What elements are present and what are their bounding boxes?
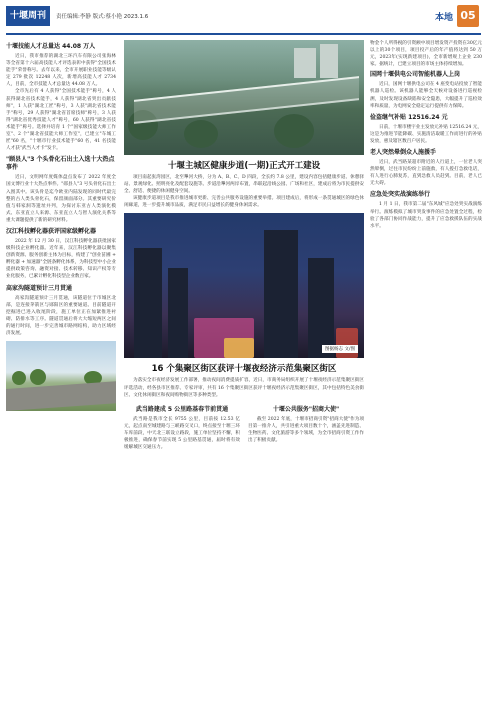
- article-ambassador: [248, 403, 364, 451]
- neon-light-shape: [336, 328, 358, 358]
- header-rule: [6, 33, 481, 35]
- editor-meta: 责任编辑:李静 版式:蔡小艳 2023.1.6: [56, 14, 149, 20]
- building-shape: [134, 248, 162, 358]
- article-body: 高家沟隧道预计三月贯通，该隧道位于市城区北部，是连接茅箭区与郧阳区的重要通道。目前隧道开挖掘进已进入收尾阶段，施工单位正在加紧推进衬砌、防排水等工序。隧道贯通后将大大缩短两区之间的通行时间，进一步完善城市路网结构，助力区域经济发展。: [6, 295, 116, 336]
- article-body: 近日，文明网年度媒体盘点发布了 2022 年度全国文博行业十大热点事件。"郧县人"3 号头骨化石出土入围其中。该头骨是迄今欧亚内陆发现的同时代最完整的古人类头骨化石，保留颜面部分。其重要研究价值与韩家洞等遗址并列，为探讨东亚古人类演化模式、东亚直立人来源、东亚直立人与智人演化关系等重大课题提供了新的研究材料。: [6, 175, 116, 223]
- left-column: [6, 40, 116, 697]
- article-title: 高家沟隧道预计三月贯通: [6, 284, 73, 292]
- article-body: 武当路是我市全长 9755 公里，目前按 12.53 亿元，起点南至城建路与三峡路交叉口，终点接至十堰三环车库前段，中天北三联设立路段，施工单位坚持不懈，积极推进，确保春节前实现 5 公里路基贯通，届时将有效缓解城区交通压力。: [124, 416, 240, 451]
- article-skills: [6, 43, 116, 152]
- article-body: 该健康步道项目是我市推进城市更新、完善公共服务设施的重要举措。项目建成后，将形成一条贯通城区的绿色休闲廊道，进一步提升城市品质，满足市民日益增长的健身休闲需求。: [124, 196, 364, 209]
- article-body: 近日，我市推荐的湖北三环汽车有限公司张海林等全省第十六届高技能人才评选表彰中获得"全国技术能手"荣誉称号。去年以来，全市开展职业技能等级认定 279 批次 12248 人次，新增高技能人才 2734 人，目前，全市技能人才总量达 44.08 万人。: [6, 54, 116, 88]
- building-shape: [168, 268, 188, 358]
- article-body: 为落实全市夜经济发展工作部署，推动夜间消费提质扩容，近日，市商务局组织开展了十堰夜经济示范集聚区街区评选活动，经各县市区推荐、专家评审，共有 16 个集聚区街区获评十堰夜经济示范集聚区街区，其中包括特色美食街区、文化休闲街区和夜间购物街区等多种类型。: [124, 378, 364, 398]
- article-body: 日前，十堰市楼宇业主发放元补贴 12516.24 元，这是为推进节能降碳、实施清洁取暖工作而进行的补贴发放，惠及辖区数百户居民。: [370, 124, 482, 144]
- article-drill: [370, 191, 482, 229]
- building-shape: [294, 48, 316, 78]
- article-title: 老人突然晕倒众人施援手: [370, 149, 437, 157]
- article-body: 全市先后有 4 人获得"全国技术能手"称号，4 人获得湖北省技术能手，4 人获得"湖北省突出贡献技师"，1 人获"湖北工匠"称号，3 人获"湖北省技术能手"称号，29 人获得"湖北省首席技师"称号，3 人获得"湖北省优秀技能人才"称号，60 人获得"湖北省技术能手"称号。选择并培育 1 个"国家级技能大师工作室"、2 个"湖北省技能大师工作室"，已建立"车城工匠"60 名，"十堰市行业技术能手"60 名，41 名技能人才获"武当人才卡"发卡。: [6, 89, 116, 152]
- tree-shape: [184, 120, 218, 148]
- newspaper-logo: 十堰周刊: [6, 6, 50, 26]
- article-title: 国网十堰供电公司智能机器人上岗: [370, 71, 461, 79]
- article-body: 近日，武当路某超市附近的人行道上，一位老人突然晕倒，过往市民纷纷上前施救，有人拨打急救电话，有人进行心肺复苏，直到急救人员赶到。目前，老人已无大碍。: [370, 160, 482, 187]
- article-headline: 十堰主城区健康步道(一期)正式开工建设: [167, 161, 321, 171]
- article-rescue: [370, 149, 482, 187]
- road-shape: [6, 381, 116, 411]
- article-body: 截至 2022 年底，十堰市招商引资"招商大使"作为项目第一推介人，共引进重大项目数十个，涵盖先进制造、生物医药、文化旅游等多个领域，为全市招商引资工作作出了积极贡献。: [248, 416, 364, 444]
- middle-column: [124, 40, 364, 697]
- article-body: 物金个人所得税的引资额中项目增发资产投资在30亿元以上的30个项目，项目投产后的年产值将达到 50 万元，2023年(实现新建项目)，全市新增规上企业 230 家。据统计，已建立项目的市场主体持续增加。: [370, 41, 482, 68]
- building-shape: [308, 258, 334, 358]
- section-name: 本地: [434, 12, 453, 23]
- page-number: 05: [457, 5, 479, 27]
- walkway-shape: [134, 76, 359, 124]
- road-photo: [6, 341, 116, 411]
- article-title: 十堰技能人才总量达 44.08 万人: [6, 43, 96, 50]
- article-title: 汉江科技孵化器获评国家级孵化器: [6, 227, 97, 235]
- photo-credit: 图据杨志 文/图: [322, 345, 358, 353]
- article-title: "顾县人"3 个头骨化石出土入选十大热点事件: [6, 156, 115, 172]
- tree-shape: [274, 114, 314, 148]
- article-tunnel: [6, 285, 116, 338]
- article-headline: 16 个集聚区街区获评十堰夜经济示范集聚区街区: [151, 364, 337, 375]
- page-header: [0, 0, 487, 36]
- greenway-photo: [124, 40, 364, 155]
- article-body: 1 月 1 日，我市第二届"东风城"应急处突实战演练举行。演练模拟了城市突发事件的应急处置全过程，检验了各部门协同作战能力，提升了应急救援队伍的实战水平。: [370, 202, 482, 229]
- article-robot: [370, 71, 482, 109]
- article-title: 武当路建成 5 公里路基春节前贯通: [135, 405, 229, 413]
- night-street-photo: [124, 213, 364, 358]
- article-body: 2022 年 12 月 30 日，汉江科技孵化器获批国家级科技企业孵化器。近年来，汉江科技孵化器以聚集创新资源、服务创新主体为目标，构建了"创业苗圃 + 孵化器 + 加速器"全链条孵化体系，为科技型中小企业提供政策咨询、融资对接、技术转移、知识产权等专业化服务，已累计孵化科技型企业数百家。: [6, 238, 116, 280]
- article-fossil: [6, 156, 116, 224]
- article-body: 近日，国网十堰供电公司在 4 座变电站投放了智能机器人巡检。该机器人能够全天候对设备进行巡视检测，及时发现设备缺陷和安全隐患，大幅提升了巡检效率和质量，为电网安全稳定运行提供有力保障。: [370, 82, 482, 109]
- building-shape: [264, 230, 298, 358]
- building-shape: [320, 44, 338, 78]
- tree-shape: [30, 369, 46, 385]
- article-title: 应急处突实战演练举行: [370, 191, 431, 199]
- article-subsidy: [370, 114, 482, 145]
- section-label: [435, 5, 479, 27]
- article-wudang-road: [124, 403, 240, 451]
- neon-light-shape: [224, 338, 254, 358]
- article-incubator: [6, 228, 116, 281]
- article-title: 十堰公共服务"招商大使": [272, 405, 340, 413]
- bottom-articles: [124, 403, 364, 451]
- article-body: 项目南起张湾园区，北至犟河大桥，分为 A、B、C、D 四段，全长约 7.8 公里，建设内容包括健康步道、休憩驿站、景观绿化、照明亮化及配套设施等。步道沿犟河两岸布置，串联起沿线公园、广场和社区，建成后将为市民提供安全、舒适、便捷的休闲健身空间。: [124, 175, 364, 195]
- article-title: 俭盗继气补贴 12516.24 元: [370, 113, 448, 121]
- tree-shape: [12, 371, 26, 385]
- right-column: [370, 40, 482, 697]
